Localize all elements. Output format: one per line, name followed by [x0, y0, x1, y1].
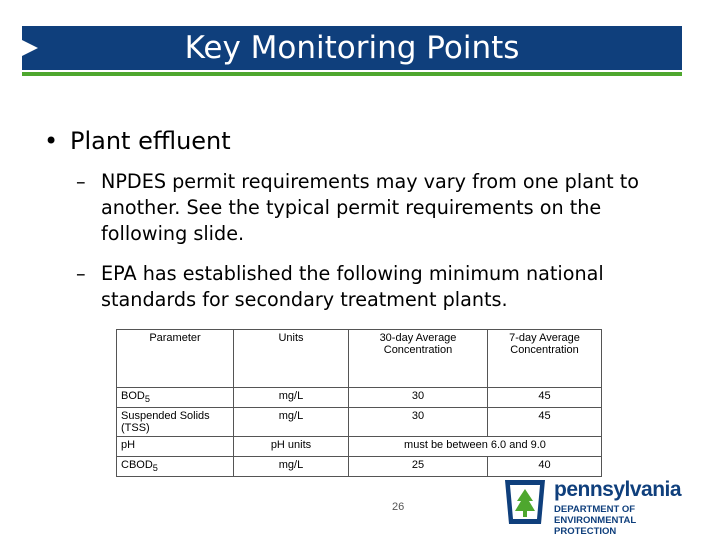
table-cell-30day: 25 [349, 457, 488, 477]
table-header-row [117, 330, 602, 388]
table-header-parameter: Parameter [117, 330, 234, 388]
table-row [117, 457, 602, 477]
logo-dept-line2: PROTECTION [554, 526, 617, 537]
table-cell-30day: 30 [349, 388, 488, 408]
bullet-text: Plant effluent [70, 127, 231, 155]
logo-name: pennsylvania [554, 478, 682, 501]
standards-table [116, 329, 602, 477]
table-cell-parameter: Suspended Solids (TSS) [117, 408, 234, 437]
table-header-30day: 30-day Average Concentration [349, 330, 488, 388]
table-cell-7day: 40 [488, 457, 602, 477]
table-cell-units: mg/L [234, 408, 349, 437]
logo-department [554, 504, 714, 537]
table-row [117, 408, 602, 437]
table-cell-units: mg/L [234, 388, 349, 408]
logo-dept-line1: DEPARTMENT OF ENVIRONMENTAL [554, 504, 637, 526]
bullet-plant-effluent [44, 126, 231, 156]
table-header-7day: 7-day Average Concentration [488, 330, 602, 388]
slide-title: Key Monitoring Points [184, 30, 520, 66]
sub-item-dash: – [76, 262, 86, 285]
table-cell-30day: 30 [349, 408, 488, 437]
pennsylvania-dep-logo [502, 477, 712, 537]
table-cell-parameter: $CBOD_5$ [117, 457, 234, 477]
table-cell-merged: must be between 6.0 and 9.0 [349, 437, 602, 457]
sub-item-text: EPA has established the following minimum national standards for secondary treatment plants. [101, 262, 604, 311]
title-underline [22, 72, 682, 76]
sub-item-dash: – [76, 170, 86, 193]
table-cell-parameter: $BOD_5$ [117, 388, 234, 408]
table-cell-units: mg/L [234, 457, 349, 477]
page-number: 26 [392, 501, 405, 513]
table-row [117, 388, 602, 408]
keystone-emblem-icon [502, 477, 548, 527]
table-header-units: Units [234, 330, 349, 388]
sub-item-npdes [76, 169, 676, 247]
sub-item-text: NPDES permit requirements may vary from one plant to another. See the typical permit requirements on the following slide. [101, 170, 639, 245]
table-row [117, 437, 602, 457]
table-cell-7day: 45 [488, 408, 602, 437]
sub-item-epa [76, 261, 676, 313]
table-cell-units: pH units [234, 437, 349, 457]
bullet-dot: • [44, 127, 59, 155]
table-cell-7day: 45 [488, 388, 602, 408]
table-cell-parameter: pH [117, 437, 234, 457]
